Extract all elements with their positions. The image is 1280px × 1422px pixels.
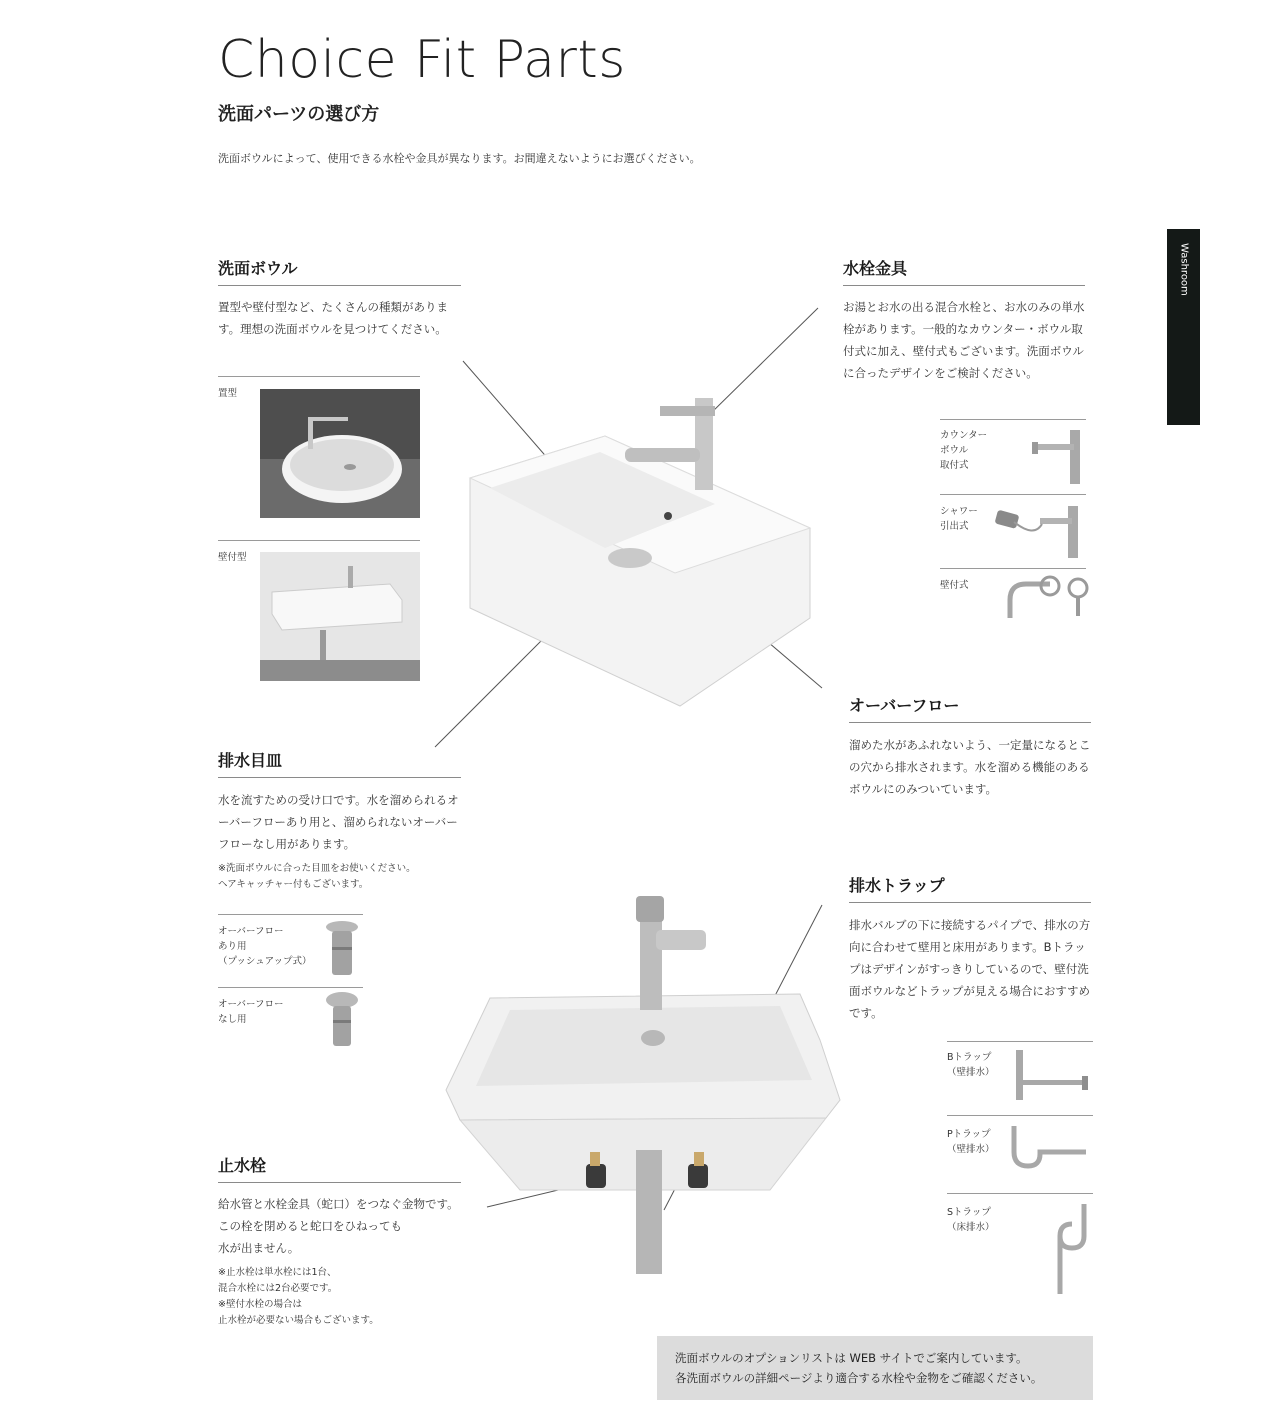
stopcock-note: ※止水栓は単水栓には1台、 混合水栓には2台必要です。 ※壁付水栓の場合は 止水栓が必要ない場合もございます。 <box>218 1267 379 1326</box>
bowl-type-label: 置型 <box>218 388 238 399</box>
drain-divider <box>218 987 363 988</box>
footer-line-1: 洗面ボウルのオプションリストは WEB サイトでご案内しています。 <box>675 1351 1028 1365</box>
pushup-drain-icon <box>322 919 362 981</box>
drain-body: 水を流すための受け口です。水を溜められるオーバーフローあり用と、溜められないオーバーフローなし用があります。 <box>218 793 459 851</box>
stopcock-body: 給水管と水栓金具（蛇口）をつなぐ金物です。 この栓を閉めると蛇口をひねっても 水が出ません。 <box>218 1197 459 1255</box>
trap-type-label: Pトラップ （壁排水） <box>947 1129 995 1155</box>
drain-divider <box>218 914 363 915</box>
faucet-divider <box>940 494 1086 495</box>
bowl-divider <box>218 540 420 541</box>
wall-faucet-icon <box>1000 574 1090 624</box>
overflow-heading: オーバーフロー <box>849 693 1091 723</box>
pullout-faucet-icon <box>994 502 1088 562</box>
trap-divider <box>947 1115 1093 1116</box>
trap-type-label: Bトラップ （壁排水） <box>947 1052 995 1078</box>
footer-info-box <box>657 1336 1093 1400</box>
trap-body: 排水バルブの下に接続するパイプで、排水の方向に合わせて壁用と床用があります。Bトラップはデザインがすっきりしているので、壁付洗面ボウルなどトラップが見える場合におすすめです。 <box>849 918 1091 1020</box>
footer-line-2: 各洗面ボウルの詳細ページより適合する水栓や金物をご確認ください。 <box>675 1371 1043 1385</box>
trap-divider <box>947 1041 1093 1042</box>
vessel-bowl-photo <box>260 389 420 518</box>
p-trap-icon <box>1006 1124 1090 1174</box>
bowl-body: 置型や壁付型など、たくさんの種類がありま す。理想の洗面ボウルを見つけてください。 <box>218 300 448 336</box>
no-overflow-drain-icon <box>322 990 362 1052</box>
countertop-sink-illustration <box>460 378 820 708</box>
drain-heading: 排水目皿 <box>218 748 461 778</box>
counter-faucet-icon <box>1028 428 1088 488</box>
faucet-body: お湯とお水の出る混合水栓と、お水のみの単水栓があります。一般的なカウンター・ボウル取付式に加え、壁付式もございます。洗面ボウルに合ったデザインをご検討ください。 <box>843 300 1085 380</box>
faucet-type-label: 壁付式 <box>940 580 969 591</box>
b-trap-icon <box>1012 1048 1092 1104</box>
faucet-divider <box>940 568 1086 569</box>
wall-hung-sink-illustration <box>440 890 860 1280</box>
bowl-divider <box>218 376 420 377</box>
drain-type-label: オーバーフロー あり用 （プッシュアップ式） <box>218 926 312 967</box>
faucet-type-label: カウンター ボウル 取付式 <box>940 430 988 471</box>
trap-heading: 排水トラップ <box>849 873 1091 903</box>
faucet-type-label: シャワー 引出式 <box>940 506 978 532</box>
bowl-type-label: 壁付型 <box>218 552 247 563</box>
overflow-body: 溜めた水があふれないよう、一定量になるとこの穴から排水されます。水を溜める機能のあるボウルにのみついています。 <box>849 738 1091 796</box>
drain-note: ※洗面ボウルに合った目皿をお使いください。 ヘアキャッチャー付もございます。 <box>218 863 416 890</box>
trap-divider <box>947 1193 1093 1194</box>
washroom-side-tab <box>1167 229 1200 425</box>
page-title: Choice Fit Parts <box>218 30 626 90</box>
wall-bowl-photo <box>260 552 420 681</box>
stopcock-heading: 止水栓 <box>218 1153 461 1183</box>
faucet-divider <box>940 419 1086 420</box>
bowl-heading: 洗面ボウル <box>218 256 461 286</box>
page-subtitle: 洗面パーツの選び方 <box>218 104 380 125</box>
drain-type-label: オーバーフロー なし用 <box>218 999 284 1025</box>
faucet-heading: 水栓金具 <box>843 256 1085 286</box>
s-trap-icon <box>1040 1202 1100 1298</box>
side-tab-label: Washroom <box>1178 243 1189 296</box>
intro-text: 洗面ボウルによって、使用できる水栓や金具が異なります。お間違えないようにお選びください。 <box>218 152 701 165</box>
trap-type-label: Sトラップ （床排水） <box>947 1207 995 1233</box>
